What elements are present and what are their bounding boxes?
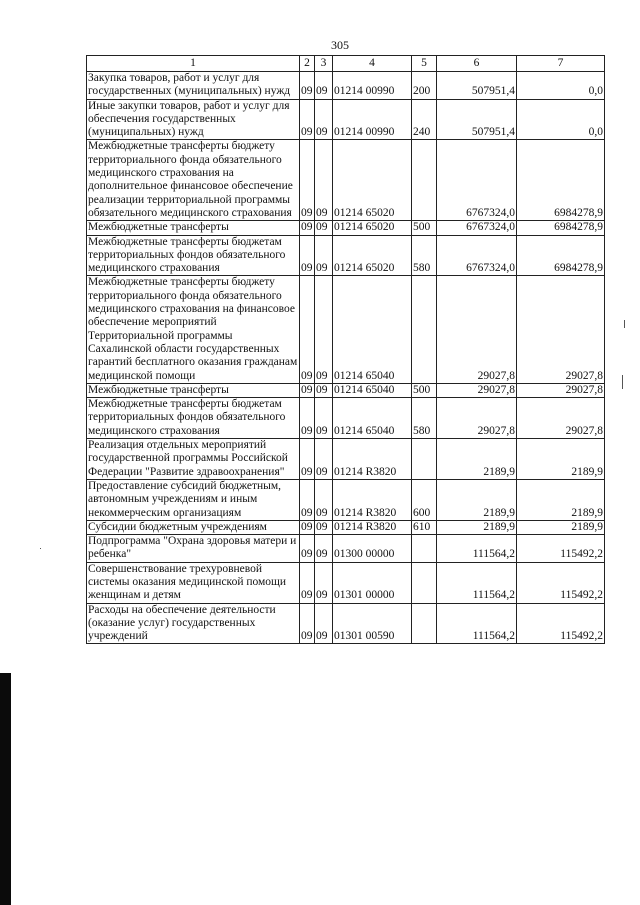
table-row [87,520,605,534]
header-cell: 2 [300,56,315,72]
target-article-code: 01214 R3820 [333,479,412,520]
table-row [87,235,605,276]
expense-type-code [412,140,437,221]
section-code: 09 [301,520,313,533]
amount-col-7: 0,0 [517,72,605,100]
subsection-code: 09 [315,398,333,439]
table-header-row [87,56,605,72]
subsection-code: 09 [315,221,333,235]
amount-col-7: 2189,9 [517,479,605,520]
row-name: Подпрограмма "Охрана здоровья матери и ребенка" [87,535,300,563]
section-code: 09 [300,99,315,140]
table-row [87,479,605,520]
expense-type-code [412,535,437,563]
amount-col-7: 2189,9 [517,439,605,480]
subsection-code: 09 [315,235,333,276]
subsection-code: 09 [315,520,333,534]
row-name: Межбюджетные трансферты бюджетам территориальных фондов обязательного медицинского страхования [87,398,300,439]
table-row [87,398,605,439]
header-cell: 1 [87,56,300,72]
table-row [87,603,605,644]
amount-col-7: 0,0 [517,99,605,140]
row-name: Межбюджетные трансферты [87,383,300,397]
amount-col-7: 115492,2 [517,535,605,563]
expense-type-code: 600 [412,479,437,520]
subsection-code: 09 [315,535,333,563]
section-code: 09 [300,276,315,383]
target-article-code: 01214 65040 [333,383,412,397]
amount-col-7: 29027,8 [517,398,605,439]
row-name: Реализация отдельных мероприятий государственной программы Российской Федерации "Развитие здравоохранения" [87,439,300,480]
subsection-code: 09 [315,603,333,644]
target-article-code: 01214 65040 [333,398,412,439]
expense-type-code [412,439,437,480]
header-cell: 3 [315,56,333,72]
expense-type-code: 240 [412,99,437,140]
row-name: Субсидии бюджетным учреждениям [87,520,300,534]
amount-col-6: 29027,8 [437,398,517,439]
amount-col-7: 115492,2 [517,603,605,644]
amount-col-7: 29027,8 [517,383,605,397]
row-name: Межбюджетные трансферты бюджету территориального фонда обязательного медицинского страхования на дополнительное финансовое обеспечение реализации территориальной программы обязательного медицинского страхования [87,140,300,221]
section-code: 09 [301,221,313,234]
subsection-code: 09 [315,99,333,140]
amount-col-6: 111564,2 [437,562,517,603]
amount-col-7: 6984278,9 [517,140,605,221]
amount-col-7: 6984278,9 [517,235,605,276]
amount-col-6: 6767324,0 [437,221,517,235]
row-name: Расходы на обеспечение деятельности (оказание услуг) государственных учреждений [87,603,300,644]
table-row [87,99,605,140]
amount-col-6: 111564,2 [437,603,517,644]
row-name: Предоставление субсидий бюджетным, автономным учреждениям и иным некоммерческим организациям [87,479,300,520]
amount-col-6: 507951,4 [437,99,517,140]
subsection-code: 09 [315,479,333,520]
table-row [87,140,605,221]
target-article-code: 01214 R3820 [333,520,412,534]
table-row [87,439,605,480]
amount-col-7: 115492,2 [517,562,605,603]
scan-speck [40,548,41,549]
section-code: 09 [300,398,315,439]
amount-col-7: 29027,8 [517,276,605,383]
section-code: 09 [300,479,315,520]
row-name: Закупка товаров, работ и услуг для государственных (муниципальных) нужд [87,72,300,100]
header-cell: 5 [412,56,437,72]
target-article-code: 01214 65020 [333,140,412,221]
amount-col-6: 29027,8 [437,276,517,383]
amount-col-6: 2189,9 [437,439,517,480]
target-article-code: 01301 00000 [333,562,412,603]
header-cell: 6 [437,56,517,72]
target-article-code: 01214 65040 [333,276,412,383]
table-row [87,535,605,563]
scan-speck [624,320,625,328]
expense-type-code: 610 [412,520,437,534]
section-code: 09 [300,72,315,100]
expense-type-code [412,603,437,644]
scan-speck [622,375,623,389]
amount-col-6: 29027,8 [437,383,517,397]
target-article-code: 01214 00990 [333,99,412,140]
table-row [87,221,605,235]
expense-type-code: 580 [412,235,437,276]
subsection-code: 09 [315,140,333,221]
target-article-code: 01214 00990 [333,72,412,100]
expense-type-code: 500 [412,221,437,235]
page-number: 305 [331,38,349,52]
target-article-code: 01214 R3820 [333,439,412,480]
row-name: Иные закупки товаров, работ и услуг для обеспечения государственных (муниципальных) нужд [87,99,300,140]
subsection-code: 09 [315,72,333,100]
row-name: Межбюджетные трансферты [87,221,300,235]
section-code: 09 [301,383,313,396]
target-article-code: 01214 65020 [333,235,412,276]
subsection-code: 09 [315,383,333,397]
target-article-code: 01214 65020 [333,221,412,235]
section-code: 09 [300,535,315,563]
section-code: 09 [300,235,315,276]
row-name: Совершенствование трехуровневой системы оказания медицинской помощи женщинам и детям [87,562,300,603]
subsection-code: 09 [315,439,333,480]
table-row [87,562,605,603]
table-row [87,276,605,383]
expense-type-code [412,562,437,603]
expense-type-code: 580 [412,398,437,439]
header-cell: 7 [517,56,605,72]
amount-col-6: 6767324,0 [437,140,517,221]
table-row [87,383,605,397]
amount-col-6: 2189,9 [437,520,517,534]
budget-table [86,55,605,644]
amount-col-6: 2189,9 [437,479,517,520]
amount-col-6: 507951,4 [437,72,517,100]
expense-type-code: 200 [412,72,437,100]
amount-col-6: 6767324,0 [437,235,517,276]
row-name: Межбюджетные трансферты бюджету территориального фонда обязательного медицинского страхования на финансовое обеспечение мероприятий Территориальной программы Сахалинской области государственных гарантий бесплатного оказания гражданам медицинской помощи [87,276,300,383]
amount-col-7: 6984278,9 [517,221,605,235]
subsection-code: 09 [315,276,333,383]
amount-col-6: 111564,2 [437,535,517,563]
amount-col-7: 2189,9 [517,520,605,534]
section-code: 09 [300,439,315,480]
target-article-code: 01300 00000 [333,535,412,563]
header-cell: 4 [333,56,412,72]
subsection-code: 09 [315,562,333,603]
target-article-code: 01301 00590 [333,603,412,644]
expense-type-code [412,276,437,383]
section-code: 09 [300,140,315,221]
expense-type-code: 500 [412,383,437,397]
table-row [87,72,605,100]
scan-edge-bar [0,673,11,905]
section-code: 09 [300,603,315,644]
section-code: 09 [300,562,315,603]
row-name: Межбюджетные трансферты бюджетам территориальных фондов обязательного медицинского страхования [87,235,300,276]
